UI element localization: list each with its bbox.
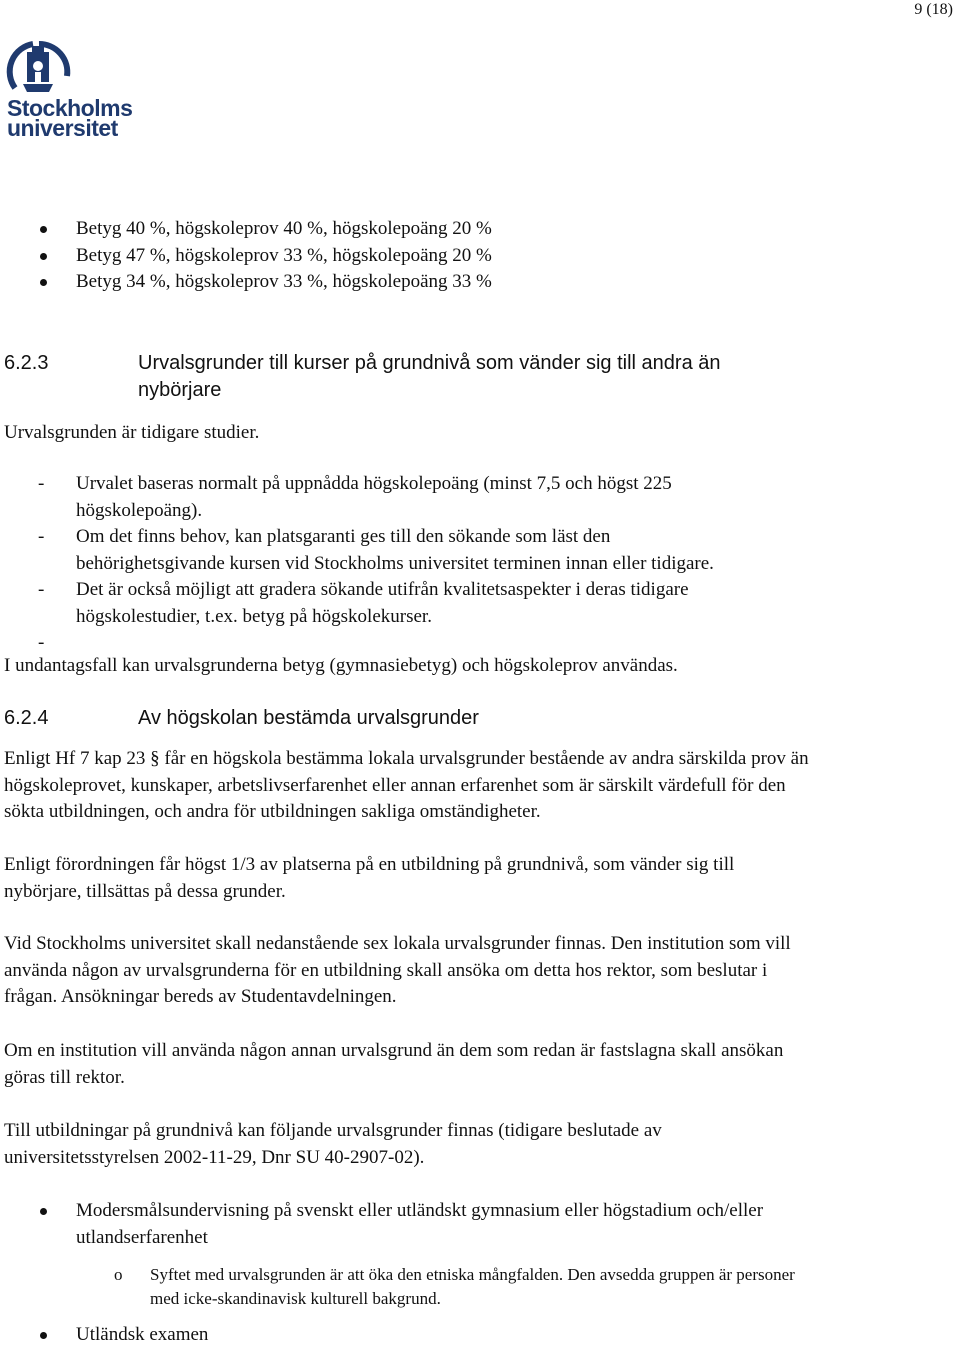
bottom-bullet-list (0, 1198, 960, 1251)
list-item-empty: - (38, 632, 45, 653)
paragraph: Enligt Hf 7 kap 23 § får en högskola bestämma lokala urvalsgrunder bestående av andra särskilda prov än högskoleprovet, kunskaper, arbetslivserfarenhet eller annan erfarenhet som är särskilt värdefull för den sökta utbildningen, och andra för utbildningen sakliga omständigheter. (4, 748, 809, 822)
page-number: 9 (18) (914, 1, 953, 18)
bullet-icon (40, 226, 47, 233)
list-item: - Urvalet baseras normalt på uppnådda högskolepoäng (minst 7,5 och högst 225 högskolepoäng). (38, 473, 672, 521)
sub-list-item: o Syftet med urvalsgrunden är att öka den etniska mångfalden. Den avsedda gruppen är personer med icke-skandinavisk kulturell bakgrund. (114, 1265, 795, 1308)
list-item: Betyg 34 %, högskoleprov 33 %, högskolepoäng 33 % (0, 269, 960, 296)
section-heading-624 (4, 705, 954, 733)
section-title-line1: Urvalsgrunder till kurser på grundnivå som vänder sig till andra än (138, 352, 721, 374)
dash-list (0, 471, 960, 657)
section-intro: Urvalsgrunden är tidigare studier. (4, 422, 260, 443)
list-item: Utländsk examen (0, 1322, 960, 1349)
sub-list (0, 1263, 960, 1311)
section-title-line2: nybörjare (138, 379, 222, 401)
logo-name-line2: universitet (7, 115, 118, 141)
section-heading-623 (4, 350, 954, 406)
bullet-icon (40, 1332, 47, 1339)
list-item: - Det är också möjligt att gradera sökande utifrån kvalitetsaspekter i deras tidigare högskolestudier, t.ex. betyg på högskolekurser. (38, 579, 689, 627)
section-number: 6.2.3 (4, 352, 49, 374)
paragraph: Enligt förordningen får högst 1/3 av platserna på en utbildning på grundnivå, som vänder sig till nybörjare, tillsättas på dessa grunder. (4, 854, 735, 902)
section-title: Av högskolan bestämda urvalsgrunder (138, 707, 479, 729)
paragraph: Till utbildningar på grundnivå kan följande urvalsgrunder finnas (tidigare beslutade av universitetsstyrelsen 2002-11-29, Dnr SU 40-2907-02). (4, 1120, 662, 1168)
list-item: Betyg 40 %, högskoleprov 40 %, högskolepoäng 20 % (0, 216, 960, 243)
bullet-icon (40, 1208, 47, 1215)
logo-name-line1: Stockholms (7, 95, 133, 121)
bullet-icon (40, 253, 47, 260)
bottom-bullet-list-2 (0, 1322, 960, 1349)
list-item: - Om det finns behov, kan platsgaranti ges till den sökande som läst den behörighetsgivande kursen vid Stockholms universitet terminen innan eller tidigare. (38, 526, 714, 574)
section-number: 6.2.4 (4, 707, 49, 729)
paragraph: Vid Stockholms universitet skall nedanstående sex lokala urvalsgrunder finnas. Den institution som vill använda någon av urvalsgrunderna för en utbildning skall ansöka om detta hos rektor, som beslutar i frågan. Ansökningar bereds av Studentavdelningen. (4, 933, 791, 1007)
bullet-icon (40, 279, 47, 286)
list-item: Modersmålsundervisning på svenskt eller utländskt gymnasium eller högstadium och/eller utlandserfarenhet (0, 1198, 960, 1251)
university-seal-icon (5, 38, 75, 100)
top-bullet-list (0, 216, 960, 296)
paragraph: Om en institution vill använda någon annan urvalsgrund än dem som redan är fastslagna skall ansökan göras till rektor. (4, 1040, 784, 1088)
section-closing: I undantagsfall kan urvalsgrunderna betyg (gymnasiebetyg) och högskoleprov användas. (4, 655, 678, 676)
list-item: Betyg 47 %, högskoleprov 33 %, högskolepoäng 20 % (0, 243, 960, 270)
